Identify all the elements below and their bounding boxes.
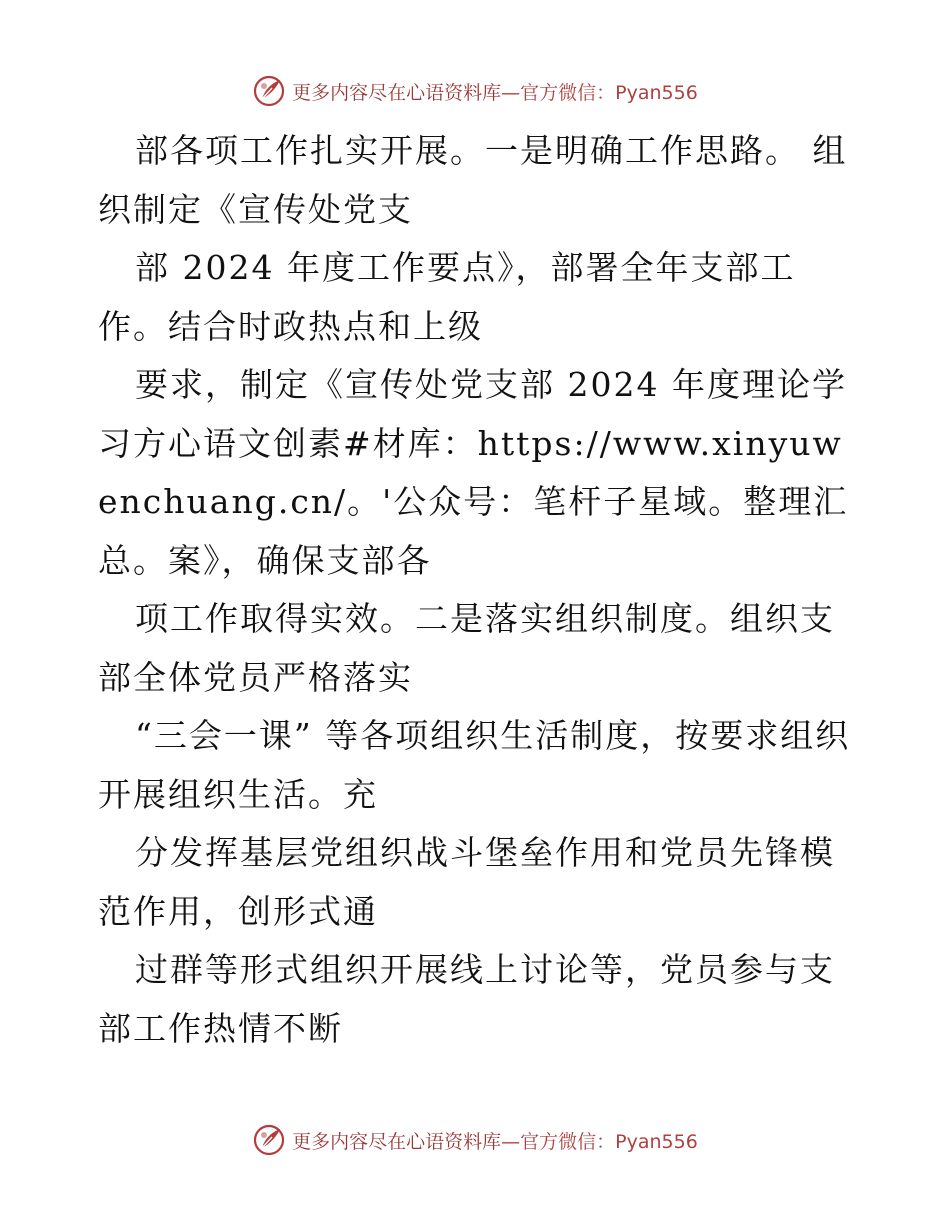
feather-pen-logo-icon [252,74,286,108]
header-banner-site: 更多内容尽在心语资料库 [292,81,502,104]
header-banner-wechat: —官方微信：Pyan556 [501,81,698,104]
header-banner-text [292,78,698,105]
body-paragraph: “三会一课” 等各项组织生活制度，按要求组织开展组织生活。充 [98,716,851,814]
footer-banner-wechat: —官方微信：Pyan556 [501,1130,698,1153]
feather-pen-logo-icon [252,1123,286,1157]
body-paragraph: 部各项工作扎实开展。一是明确工作思路。 组织制定《宣传处党支 [98,131,848,229]
footer-banner-text [292,1127,698,1154]
document-body [98,122,858,1058]
header-watermark-banner [0,71,950,111]
body-paragraph: 过群等形式组织开展线上讨论等，党员参与支部工作热情不断 [98,950,835,1048]
body-paragraph: 要求，制定《宣传处党支部 2024 年度理论学习方心语文创素#材库：https://www.xinyuwenchuang.cn/。'公众号：笔杆子星域。整理汇总。案》，确保支部各 [98,365,849,580]
body-paragraph: 分发挥基层党组织战斗堡垒作用和党员先锋模范作用，创形式通 [98,833,835,931]
footer-watermark-banner [0,1120,950,1160]
footer-banner-site: 更多内容尽在心语资料库 [292,1130,502,1153]
body-paragraph: 项工作取得实效。二是落实组织制度。组织支部全体党员严格落实 [98,599,835,697]
body-paragraph: 部 2024 年度工作要点》，部署全年支部工作。结合时政热点和上级 [98,248,796,346]
